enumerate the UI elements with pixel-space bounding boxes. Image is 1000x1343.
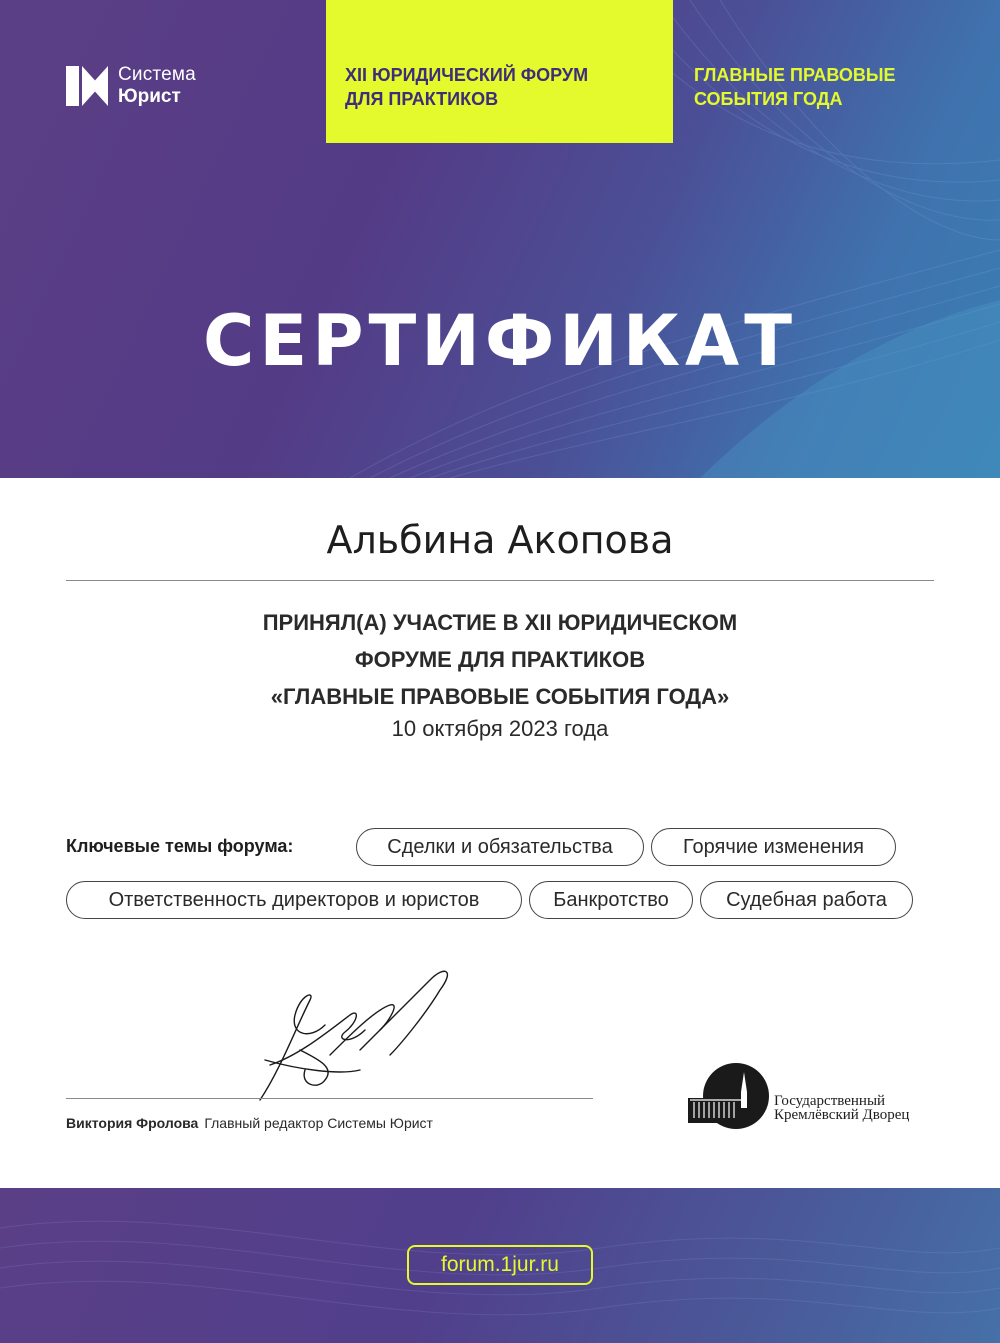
signer-role: Главный редактор Системы Юрист — [204, 1115, 433, 1131]
description-line-1: ПРИНЯЛ(А) УЧАСТИЕ В XII ЮРИДИЧЕСКОМ — [262, 610, 738, 635]
forum-title-line-2: ДЛЯ ПРАКТИКОВ — [345, 89, 499, 109]
forum-title-line-1: XII ЮРИДИЧЕСКИЙ ФОРУМ — [345, 65, 589, 85]
handwritten-signature — [240, 960, 470, 1110]
logo-text-yurist: Юрист — [118, 86, 181, 107]
topics-label: Ключевые темы форума: — [66, 836, 294, 856]
kremlin-palace-logo — [686, 1062, 936, 1132]
topic-pill: Ответственность директоров и юристов — [66, 881, 522, 919]
partner-line-1: Государственный — [774, 1093, 886, 1109]
forum-subtitle — [694, 63, 984, 111]
signature-line — [66, 1098, 593, 1099]
topic-pill: Судебная работа — [700, 881, 913, 919]
description-line-2: ФОРУМЕ ДЛЯ ПРАКТИКОВ — [354, 647, 646, 672]
description-line-3: «ГЛАВНЫЕ ПРАВОВЫЕ СОБЫТИЯ ГОДА» — [270, 684, 730, 709]
topic-pill: Сделки и обязательства — [356, 828, 644, 866]
certificate-title: СЕРТИФИКАТ — [203, 300, 797, 382]
forum-title-box — [326, 0, 673, 143]
partner-line-2: Кремлёвский Дворец — [774, 1107, 910, 1123]
event-date: 10 октября 2023 года — [391, 716, 609, 741]
certificate-footer — [0, 1188, 1000, 1343]
forum-website-link[interactable]: forum.1jur.ru — [407, 1245, 593, 1285]
kremlin-palace-emblem-icon — [686, 1062, 772, 1132]
logo-text-sistema: Система — [118, 64, 196, 85]
forum-subtitle-line-1: ГЛАВНЫЕ ПРАВОВЫЕ — [694, 65, 896, 85]
topic-pill: Горячие изменения — [651, 828, 896, 866]
forum-subtitle-line-2: СОБЫТИЯ ГОДА — [694, 89, 843, 109]
sistema-yurist-logo — [66, 64, 226, 108]
sistema-yurist-logo-icon — [66, 66, 108, 106]
signer-name: Виктория Фролова — [66, 1115, 199, 1131]
recipient-name: Альбина Акопова — [326, 518, 674, 562]
certificate-header — [0, 0, 1000, 478]
topic-pill: Банкротство — [529, 881, 693, 919]
name-underline — [66, 580, 934, 581]
participation-description — [0, 604, 1000, 715]
signer-info — [66, 1115, 433, 1131]
